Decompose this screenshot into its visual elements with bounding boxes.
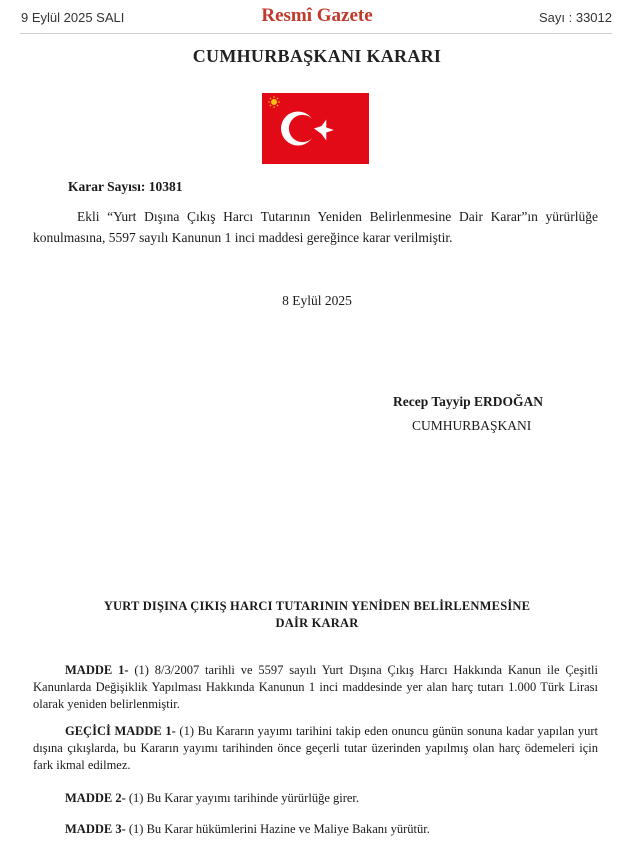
gazette-masthead[interactable]: Resmî Gazete: [261, 5, 373, 26]
article-madde-1: [33, 662, 598, 713]
signer-title: CUMHURBAŞKANI: [412, 418, 532, 433]
signer-name: Recep Tayyip ERDOĞAN: [393, 394, 544, 409]
annex-title: [0, 598, 634, 632]
article-heading: MADDE 2-: [65, 791, 126, 805]
header-divider: [20, 33, 612, 34]
header-date: 9 Eylül 2025 SALI: [21, 10, 125, 25]
document-title: CUMHURBAŞKANI KARARI: [192, 46, 442, 66]
presidential-seal-icon: [262, 93, 369, 164]
article-text: (1) Bu Kararın yayımı tarihini takip eden onuncu günün sonuna kadar yapılan yurt dışına çıkışlarda, bu Kararın yayımı tarihinden önce geçerli tutar üzerinden yapılmış olan harç ödemeleri için fark ikmal edilmez.: [33, 724, 598, 772]
article-heading: MADDE 3-: [65, 822, 126, 836]
article-heading: MADDE 1-: [65, 663, 129, 677]
signature-date: 8 Eylül 2025: [282, 293, 352, 308]
article-madde-3: [33, 821, 598, 838]
turkish-flag-icon: [262, 93, 369, 164]
intro-paragraph: Ekli “Yurt Dışına Çıkış Harcı Tutarının Yeniden Belirlenmesine Dair Karar”ın yürürlüğe konulmasına, 5597 sayılı Kanunun 1 inci maddesi gereğince karar verilmiştir.: [33, 209, 598, 245]
article-text: (1) Bu Karar hükümlerini Hazine ve Maliye Bakanı yürütür.: [125, 822, 430, 836]
article-madde-2: [33, 790, 598, 807]
article-heading: GEÇİCİ MADDE 1-: [65, 724, 176, 738]
article-text: (1) 8/3/2007 tarihli ve 5597 sayılı Yurt Dışına Çıkış Harcı Hakkında Kanun ile Çeşitli Kanunlarda Değişiklik Yapılması Hakkında Kanunun 1 inci maddesinde yer alan harç tutarı 1.000 Türk Lirası olarak yeniden belirlenmiştir.: [33, 663, 598, 711]
annex-title-line: YURT DIŞINA ÇIKIŞ HARCI TUTARININ YENİDEN BELİRLENMESİNE: [103, 599, 531, 613]
article-text: (1) Bu Karar yayımı tarihinde yürürlüğe girer.: [125, 791, 360, 805]
issue-number: Sayı : 33012: [539, 10, 612, 25]
article-gecici-madde-1: [33, 723, 598, 774]
annex-title-line: DAİR KARAR: [275, 616, 359, 630]
decision-number: Karar Sayısı: 10381: [68, 179, 183, 194]
